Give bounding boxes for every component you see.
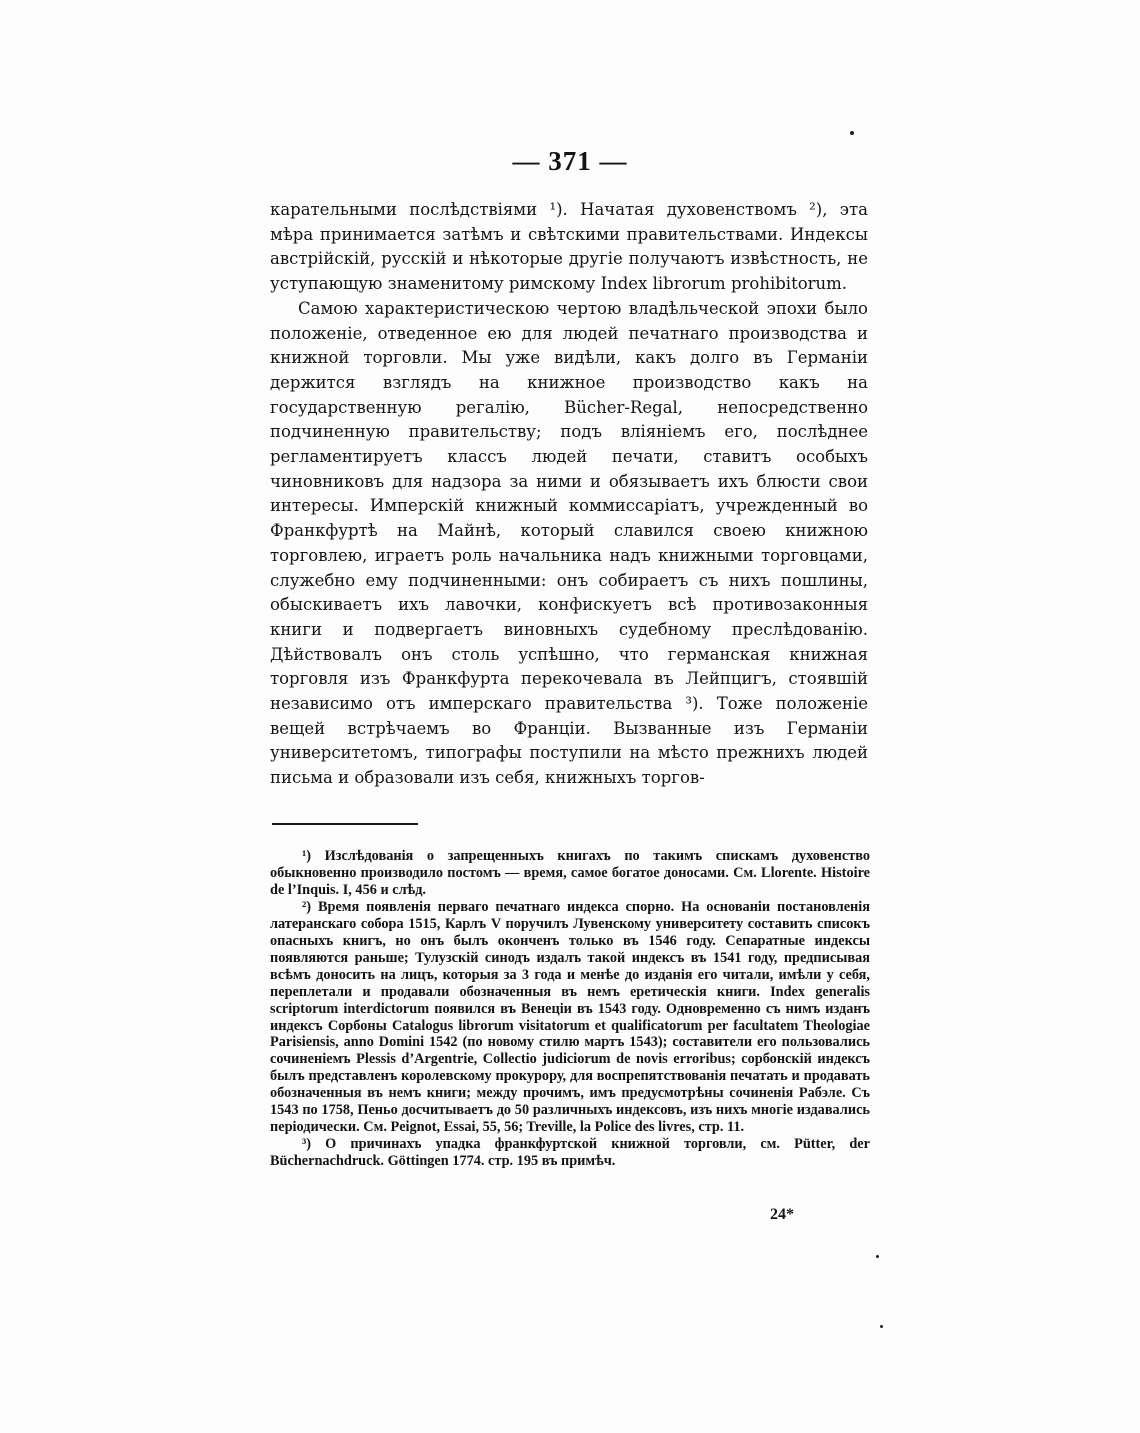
- print-speck: [880, 1325, 883, 1328]
- paragraph-2: Самою характеристическою чертою владѣльческой эпохи было положеніе, отведенное ею для людей печатнаго производства и книжной торговли. Мы уже видѣли, какъ долго въ Германіи держится взглядъ на книжное производство какъ на государственную регалію, Bücher-Regal, непосредственно подчиненную правительству; подъ вліяніемъ его, послѣднее регламентируетъ классъ людей печати, ставитъ особыхъ чиновниковъ для надзора за ними и обязываетъ ихъ блюсти свои интересы. Имперскій книжный коммиссаріатъ, учрежденный во Франкфуртѣ на Майнѣ, который славился своею книжною торговлею, играетъ роль начальника надъ книжными торговцами, служебно ему подчиненными: онъ собираетъ съ нихъ пошлины, обыскиваетъ ихъ лавочки, конфискуетъ всѣ противозаконныя книги и подвергаетъ виновныхъ судебному преслѣдованію. Дѣйствовалъ онъ столь успѣшно, что германская книжная торговля изъ Франкфурта перекочевала въ Лейпцигъ, стоявшій независимо отъ имперскаго правительства ³). Тоже положеніе вещей встрѣчаемъ во Франціи. Вызванные изъ Германіи университетомъ, типографы поступили на мѣсто прежнихъ людей письма и образовали изъ себя, книжныхъ торгов-: [270, 298, 868, 788]
- paragraph-1: карательными послѣдствіями ¹). Начатая духовенствомъ ²), эта мѣра принимается затѣмъ и свѣтскими правительствами. Индексы австрійскій, русскій и нѣкоторые другіе получаютъ извѣстность, не уступающую знаменитому римскому Index librorum prohibitorum.: [270, 200, 868, 294]
- page-number: — 371 —: [512, 146, 628, 176]
- footnotes: [270, 848, 870, 1170]
- printer-signature: 24*: [770, 1206, 794, 1223]
- footnote-divider: [272, 823, 418, 825]
- footnote-3: ³) О причинахъ упадка франкфуртской книжной торговли, см. Pütter, der Büchernachdruck. Göttingen 1774. стр. 195 въ примѣч.: [270, 1136, 870, 1170]
- footnote-1: ¹) Изслѣдованія о запрещенныхъ книгахъ по такимъ спискамъ духовенство обыкновенно производило постомъ — время, самое богатое доносами. См. Llorente. Histoire de l’Inquis. I, 456 и слѣд.: [270, 848, 870, 898]
- print-speck: [850, 131, 854, 135]
- footnote-2: ²) Время появленія перваго печатнаго индекса спорно. На основаніи постановленія латеранскаго собора 1515, Карлъ V поручилъ Лувенскому университету составить списокъ опасныхъ книгъ, но онъ былъ оконченъ только въ 1546 году. Сепаратные индексы появляются раньше; Тулузскій синодъ издалъ такой индексъ въ 1541 году, предписывая всѣмъ доносить на лицъ, которыя за 3 года и менѣе до изданія его читали, имѣли у себя, переплетали и продавали обозначенныя въ немъ еретическія книги. Index generalis scriptorum interdictorum появился въ Венеціи въ 1543 году. Одновременно съ нимъ изданъ индексъ Сорбоны Catalogus librorum visitatorum et qualificatorum per facultatem Theologiae Parisiensis, anno Domini 1542 (по новому стилю мартъ 1543); составители его пользовались сочиненіемъ Plessis d’Argentrie, Collectio judiciorum de novis erroribus; сорбонскій индексъ былъ представленъ королевскому прокурору, для воспрепятствованія печатать и продавать обозначенныя въ немъ книги; между прочимъ, имъ предусмотрѣны сочиненія Рабэле. Съ 1543 по 1758, Пеньо досчитываетъ до 50 различныхъ индексовъ, изъ нихъ многіе издавались періодически. См. Peignot, Essai, 55, 56; Treville, la Police des livres, стр. 11.: [270, 898, 870, 1136]
- main-text: [270, 198, 868, 791]
- print-speck: [876, 1255, 879, 1258]
